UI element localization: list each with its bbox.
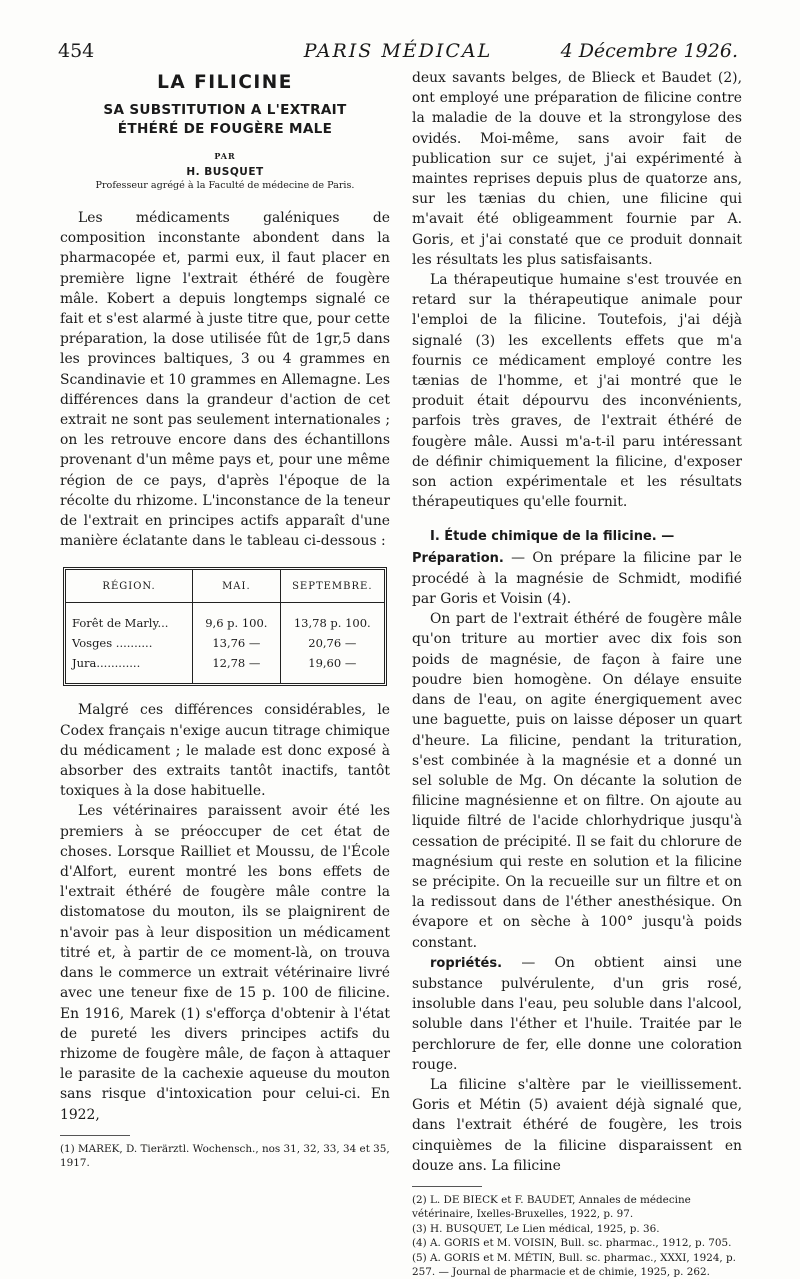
header-septembre: SEPTEMBRE. [280, 570, 384, 603]
article-title: LA FILICINE [157, 72, 293, 93]
table-row [66, 653, 384, 683]
proprietes-text: — On obtient ainsi une substance pulvérulente, d'un gris rosé, insoluble dans l'eau, peu soluble dans l'alcool, soluble dans l'éther et l'huile. Traitée par le perchlorure de fer, elle donne une coloration rouge. [412, 954, 742, 1073]
paragraph-proprietes [412, 953, 742, 1075]
paragraph-veterinaires: Les vétérinaires paraissent avoir été les premiers à se préoccuper de cet état de choses. Lorsque Railliet et Moussu, de l'École d'Alfort, eurent montré les bons effets de l'extrait éthéré de fougère mâle contre la distomatose du mouton, ils se plaignirent de n'avoir pas à leur disposition un médicament titré et, à partir de ce moment-là, on trouva dans le commerce un extrait vétérinaire livré avec une teneur fixe de 15 p. 100 de filicine. En 1916, Marek (1) s'efforça d'obtenir à l'état de pureté les divers principes actifs du rhizome de fougère mâle, de façon à attaquer le parasite de la cachexie aqueuse du mouton sans risque d'intoxication pour celui-ci. En 1922, [60, 803, 390, 1123]
page-number: 454 [58, 40, 95, 62]
preparation-label: Préparation. [412, 550, 504, 566]
author-affiliation: Professeur agrégé à la Faculté de médecine de Paris. [95, 180, 355, 191]
running-header [58, 40, 738, 70]
left-column [60, 68, 390, 1171]
table-row [66, 633, 384, 653]
paragraph-vieillissement: La filicine s'altère par le vieillissement. Goris et Métin (5) avaient déjà signalé que, dans l'extrait éthéré de fougère, les trois cinquièmes de la filicine disparaissent en douze ans. La filicine [412, 1076, 742, 1174]
cell-septembre: 20,76 — [280, 633, 384, 653]
table-row [66, 603, 384, 634]
section-heading-text: I. Étude chimique de la filicine. — [430, 529, 675, 545]
footnote-rule [60, 1135, 130, 1136]
footnote-rule [412, 1186, 482, 1187]
subtitle-line-1: SA SUBSTITUTION A L'EXTRAIT [103, 102, 347, 118]
cell-mai: 12,78 — [193, 653, 280, 683]
cell-region: Forêt de Marly... [72, 616, 169, 631]
section-heading [412, 526, 742, 609]
cell-mai: 13,76 — [193, 633, 280, 653]
right-column [412, 68, 742, 1279]
cell-region: Vosges .......... [72, 636, 153, 651]
footnote-2: (2) L. DE BIECK et F. BAUDET, Annales de médecine vétérinaire, Ixelles-Bruxelles, 1922, p. 97. [412, 1193, 691, 1221]
byline-par: PAR [214, 151, 236, 161]
footnote-1: (1) MAREK, D. Tierärztl. Wochensch., nos 31, 32, 33, 34 et 35, 1917. [60, 1142, 390, 1170]
author-name: H. BUSQUET [186, 166, 264, 178]
cell-mai: 9,6 p. 100. [193, 603, 280, 634]
paragraph-procede: On part de l'extrait éthéré de fougère mâle qu'on triture au mortier avec dix fois son poids de magnésie, de façon à faire une poudre bien homogène. On délaye ensuite dans de l'eau, on agite énergiquement avec une baguette, puis on laisse déposer un quart d'heure. La filicine, pendant la trituration, s'est combinée à la magnésie et a donné un sel soluble de Mg. On décante la solution de filicine magnésienne et on filtre. On ajoute au liquide filtré de l'acide chlorhydrique jusqu'à cessation de précipité. Il se fait du chlorure de magnésium qui reste en solution et la filicine se précipite. On la recueille sur un filtre et on la redissout dans de l'éther anesthésique. On évapore et on sèche à 100° jusqu'à poids constant. [412, 611, 742, 951]
footnote-3: (3) H. BUSQUET, Le Lien médical, 1925, p. 36. [412, 1222, 660, 1235]
proprietes-label: ropriétés. [430, 955, 503, 971]
paragraph-therapeutique: La thérapeutique humaine s'est trouvée en retard sur la thérapeutique animale pour l'emploi de la filicine. Toutefois, j'ai déjà signalé (3) les excellents effets que m'a fournis ce médicament employé contre les tænias de l'homme, et j'ai montré que le produit était dépourvu des inconvénients, parfois très graves, de l'extrait éthéré de fougère mâle. Aussi m'a-t-il paru intéressant de définir chimiquement la filicine, d'exposer son action expérimentale et les résultats thérapeutiques qu'elle fournit. [412, 272, 742, 511]
cell-septembre: 13,78 p. 100. [280, 603, 384, 634]
paragraph-belges: deux savants belges, de Blieck et Baudet (2), ont employé une préparation de filicine contre la maladie de la douve et la strongylose des ovidés. Moi-même, sans avoir fait de publication sur ce sujet, j'ai expérimenté à maintes reprises depuis plus de quatorze ans, sur les tænias du chien, une filicine qui m'avait été obligeamment fournie par A. Goris, et j'ai constaté que ce produit donnait les résultats les plus satisfaisants. [412, 70, 742, 268]
issue-date: 4 Décembre 1926. [560, 40, 738, 62]
journal-title: PARIS MÉDICAL [303, 40, 493, 62]
footnote-5: (5) A. GORIS et M. MÉTIN, Bull. sc. pharmac., XXXI, 1924, p. 257. — Journal de pharmacie et de chimie, 1925, p. 262. [412, 1251, 736, 1278]
filicine-table [63, 567, 387, 686]
header-mai: MAI. [193, 570, 280, 603]
preparation-text: — On prépare la filicine par le procédé à la magnésie de Schmidt, modifié par Goris et Voisin (4). [412, 549, 742, 608]
cell-septembre: 19,60 — [280, 653, 384, 683]
paragraph-intro: Les médicaments galéniques de composition inconstante abondent dans la pharmacopée et, parmi eux, il faut placer en première ligne l'extrait éthéré de fougère mâle. Kobert a depuis longtemps signalé ce fait et s'est alarmé à juste titre que, pour cette préparation, la dose utilisée fût de 1gr,5 dans les provinces baltiques, 3 ou 4 grammes en Scandinavie et 10 grammes en Allemagne. Les différences dans la grandeur d'action de cet extrait ne sont pas seulement internationales ; on les retrouve encore dans des échantillons provenant d'un même pays et, pour une même région de ce pays, d'après l'époque de la récolte du rhizome. L'inconstance de la teneur de l'extrait en principes actifs apparaît d'une manière éclatante dans le tableau ci-dessous : [60, 210, 390, 550]
article-subtitle [60, 101, 390, 139]
paragraph-codex: Malgré ces différences considérables, le Codex français n'exige aucun titrage chimique du médicament ; le malade est donc exposé à absorber des extraits tantôt inactifs, tantôt toxiques à la dose habituelle. [60, 702, 390, 800]
cell-region: Jura............ [72, 656, 141, 671]
header-region: RÉGION. [66, 570, 193, 603]
footnote-4: (4) A. GORIS et M. VOISIN, Bull. sc. pharmac., 1912, p. 705. [412, 1237, 732, 1250]
subtitle-line-2: ÉTHÉRÉ DE FOUGÈRE MALE [117, 121, 333, 137]
table-header-row [66, 570, 384, 603]
